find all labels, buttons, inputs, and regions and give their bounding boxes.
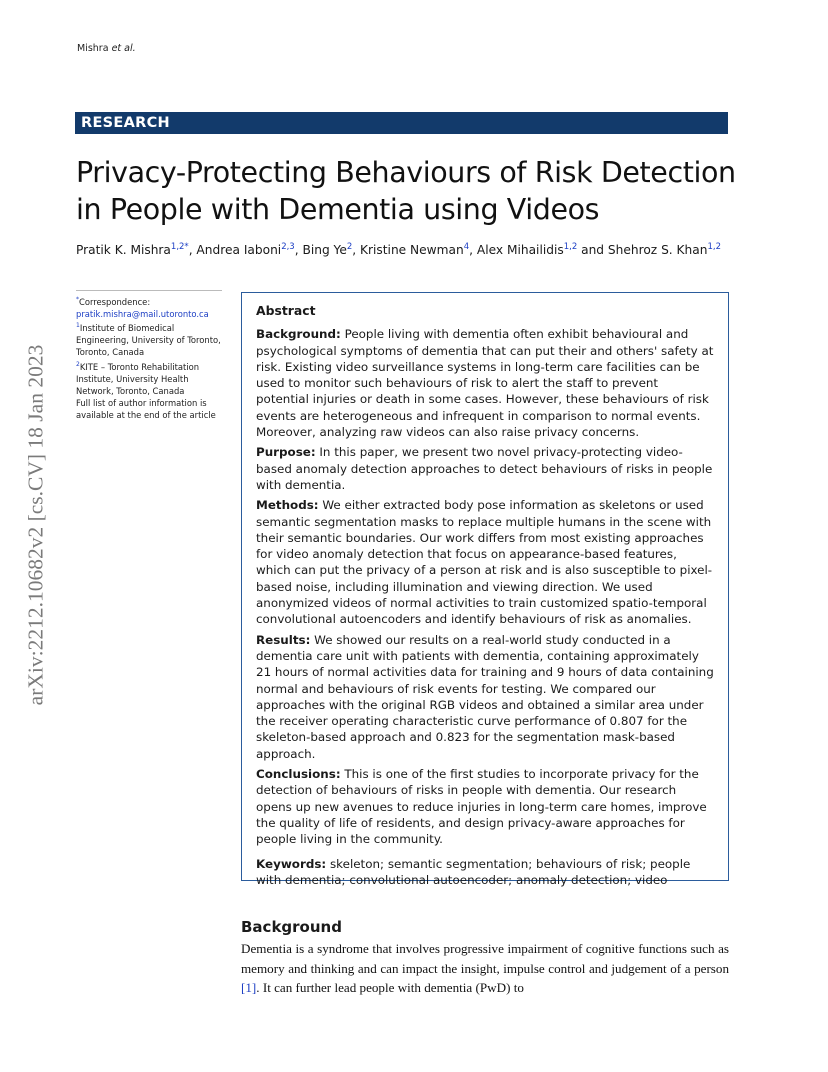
abstract-box [241, 292, 729, 887]
background-paragraph: Dementia is a syndrome that involves progressive impairment of cognitive functions such as memory and thinking and can impact the insight, impulse control and judgement of a person [1]. It can further lead people with dementia (PwD) to [241, 941, 729, 996]
author-name: , Bing Ye [294, 243, 347, 258]
abstract-results: Results: We showed our results on a real-world study conducted in a dementia care unit with patients with dementia, containing approximately 21 hours of normal activities data for training and 9 hours of data containing normal and behaviours of risk events for testing. We compared our approaches with the original RGB videos and obtained a similar area under the receiver operating characteristic curve performance of 0.807 for the skeleton-based approach and 0.823 for the segmentation mask-based approach. [256, 632, 714, 761]
arxiv-id[interactable]: arXiv:2212.10682v2 [cs.CV] 18 Jan 2023 [23, 344, 48, 706]
correspondence-mark: * [76, 296, 79, 303]
section-label: RESEARCH [75, 112, 728, 134]
background-heading: Background [241, 918, 342, 936]
correspondence-label: *Correspondence: [76, 296, 151, 307]
email-link[interactable]: pratik.mishra@mail.utoronto.ca [76, 309, 209, 319]
abstract-keywords: Keywords: skeleton; semantic segmentation; behaviours of risk; people with dementia; convolutional autoencoder; anomaly detection; video [256, 856, 691, 887]
abstract-methods: Methods: We either extracted body pose information as skeletons or used semantic segmentation masks to replace multiple humans in the scene with their semantic boundaries. Our work differs from most existing approaches for video anomaly detection that focus on appearance-based features, which can put the privacy of a person at risk and is also susceptible to pixel-based noise, including illumination and viewing direction. We used anonymized videos of normal activities to train customized spatio-temporal convolutional autoencoders and identify behaviours of risk as anomalies. [256, 498, 713, 627]
affiliation-link[interactable]: 1,2* [170, 242, 189, 252]
affiliation-link[interactable]: 1,2 [707, 242, 721, 252]
author-list [76, 238, 726, 260]
author-name: , Kristine Newman [352, 243, 464, 258]
paper-title: Privacy-Protecting Behaviours of Risk Detection in People with Dementia using Videos [76, 156, 736, 226]
correspondence-notes [76, 290, 222, 421]
abstract-background: Background: People living with dementia often exhibit behavioural and psychological symptoms of dementia that can put their and others' safety at risk. Existing video surveillance systems in long-term care facilities can be used to monitor such behaviours of risk to alert the staff to prevent potential injuries or death in some cases. However, these behaviours of risk events are heterogeneous and infrequent in comparison to normal events. Moreover, analyzing raw videos can also raise privacy concerns. [256, 327, 714, 440]
abstract-conclusions: Conclusions: This is one of the first studies to incorporate privacy for the detection of behaviours of risks in people with dementia. Our research opens up new avenues to reduce injuries in long-term care homes, improve the quality of life of residents, and design privacy-aware approaches for people living in the community. [256, 767, 707, 847]
author-name: and Shehroz S. Khan [577, 243, 708, 258]
running-head-et-al: et al. [111, 43, 136, 54]
full-author-info-note: Full list of author information is available at the end of the article [76, 398, 216, 421]
author-name: , Alex Mihailidis [469, 243, 564, 258]
running-head [77, 43, 136, 54]
affiliation-2: $^2$KITE – Toronto Rehabilitation Institute, University Health Network, Toronto, Canada [76, 360, 200, 396]
abstract-heading: Abstract [256, 303, 316, 318]
author-name: Pratik K. Mishra [76, 243, 171, 258]
affiliation-link[interactable]: 2 [346, 242, 353, 252]
author-name: , Andrea Iaboni [188, 243, 282, 258]
abstract-purpose: Purpose: In this paper, we present two novel privacy-protecting video-based anomaly detection approaches to detect behaviours of risks in people with dementia. [256, 445, 713, 492]
affiliation-1: $^1$Institute of Biomedical Engineering, University of Toronto, Toronto, Canada [76, 322, 221, 358]
affiliation-link[interactable]: 4 [463, 242, 470, 252]
affiliation-link[interactable]: 2,3 [281, 242, 295, 252]
running-head-author: Mishra [77, 43, 109, 54]
citation-link[interactable]: [1] [241, 980, 257, 996]
affiliation-link[interactable]: 1,2 [563, 242, 578, 252]
